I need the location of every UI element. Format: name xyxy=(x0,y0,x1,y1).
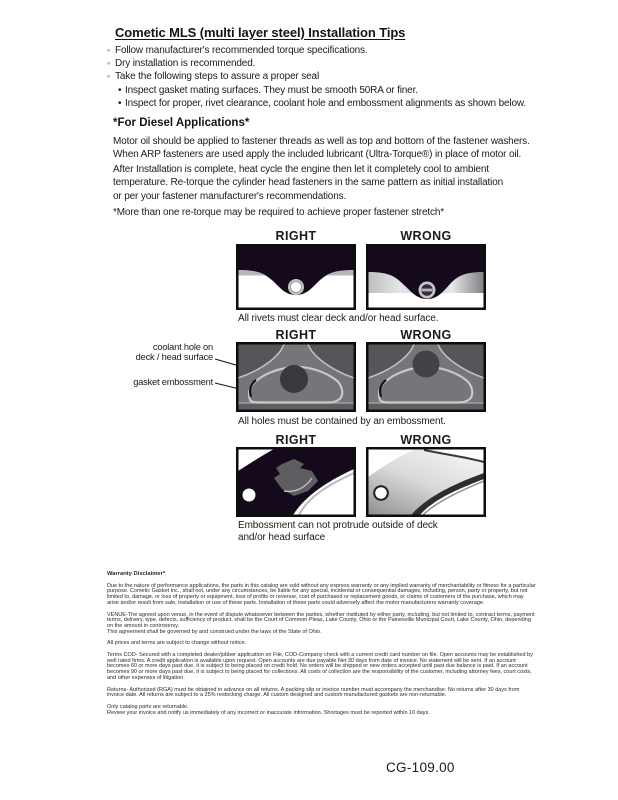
wrong-label-embossment: WRONG xyxy=(400,433,452,447)
gasket-embossment-label: gasket embossment xyxy=(133,377,213,387)
warranty-paragraph: Only catalog parts are returnable. Review your invoice and notify us immediately of any incorrect or inaccurate information. Shortages must be reported within 10 days. xyxy=(107,703,430,716)
diagram-coolant-right xyxy=(236,342,356,412)
diesel-heading: *For Diesel Applications* xyxy=(113,117,250,129)
diagram-embossment-wrong xyxy=(366,447,486,517)
diagram-rivet-wrong xyxy=(366,244,486,310)
tip-item xyxy=(107,57,557,70)
open-bullet-icon: ◦ xyxy=(107,58,111,69)
tip-text: Dry installation is recommended. xyxy=(115,58,256,70)
right-label-rivets: RIGHT xyxy=(275,229,317,243)
bullet-icon: • xyxy=(118,84,122,96)
diesel-note: *More than one re-torque may be required to achieve proper fastener stretch* xyxy=(113,207,445,218)
wrong-label-holes: WRONG xyxy=(400,328,452,342)
diesel-paragraph-2: After Installation is complete, heat cycle the engine then let it completely cool to ambient temperature. Re-torque the cylinder head fasteners in the same pattern as initial installation or per your fastener manufacturer's recommendations. xyxy=(113,164,504,202)
right-label-holes: RIGHT xyxy=(275,328,317,342)
tip-item xyxy=(107,70,557,83)
caption-embossment: Embossment can not protrude outside of deck and/or head surface xyxy=(238,520,438,543)
diagram-rivet-right xyxy=(236,244,356,310)
warranty-paragraph: All prices and terms are subject to change without notice. xyxy=(107,640,247,647)
open-bullet-icon: ◦ xyxy=(107,45,111,55)
warranty-heading: Warranty Disclaimer* xyxy=(107,571,166,577)
sub-tip-item xyxy=(118,84,557,97)
warranty-section xyxy=(107,572,537,722)
warranty-paragraph: Terms COD- Secured with a completed dealer/jobber application on File, COD-Company check with a current credit card number on file. Open accounts may be established by well rated firms. A credit application is available upon request. Open accounts are due payable Net 30 days from date of invoice. No statement will be sent. If an account becomes 60 or more days past due, it is subject to being placed on credit hold. No orders will be shipped or new orders accepted until past due balance is paid. If an account becomes 90 or more days past due, it is subject to being placed for collections. All costs of collection are the responsibility of the customer, including attorney fees, court costs, and other expenses of litigation. xyxy=(107,652,533,681)
open-bullet-icon: ◦ xyxy=(107,71,111,82)
caption-holes: All holes must be contained by an embossment. xyxy=(238,416,446,427)
diagram-embossment-right xyxy=(236,447,356,517)
warranty-paragraph: Returns- Authorized (RGA) must be obtained in advance on all returns. A packing slip or invoice number must accompany the merchandise. No returns after 30 days from invoice date. All returns are subject to a 25% restocking charge. All custom designed and custom manufactured gaskets are non-returnable. xyxy=(107,686,520,699)
wrong-label-rivets: WRONG xyxy=(400,229,452,243)
sub-tip-item xyxy=(118,97,557,110)
diagram-coolant-wrong xyxy=(366,342,486,412)
right-label-embossment: RIGHT xyxy=(275,433,317,447)
caption-rivets: All rivets must clear deck and/or head surface. xyxy=(238,313,439,324)
tip-text: Follow manufacturer's recommended torque specifications. xyxy=(115,45,368,56)
page-code: CG-109.00 xyxy=(386,760,455,775)
bullet-icon: • xyxy=(118,97,122,109)
page-title: Cometic MLS (multi layer steel) Installation Tips xyxy=(115,25,406,40)
warranty-paragraph: Due to the nature of performance applications, the parts in this catalog are sold without any express warranty or any implied warranty of merchantability or fitness for a particular purpose. Cometic Gasket Inc., shall not, under any circumstances, be liable for any special, incidental or consequential damages, including, person, party or property, but not limited to, damage, or loss of property or equipment, loss of profits or revenue, cost of purchased or replacement goods, or claims of customers of the purchase, which may arise and/or result from sale, installation or use of these parts. Installation of these parts could adversely affect the motor manufacturers warranty coverage. xyxy=(107,582,536,606)
sub-tip-text: Inspect gasket mating surfaces. They must be smooth 50RA or finer. xyxy=(125,84,418,96)
tip-text: Take the following steps to assure a proper seal xyxy=(115,71,320,83)
warranty-paragraph: VENUE-The agreed upon venue, in the event of dispute whatsoever between the parties, whether instituted by either party, including, but not limited to, contract terms, payment terms, delivery, type, defects, sufficiency of product, shall be the Court of Common Pleas, Lake County, Ohio or the Painesville Municipal Court, Lake County, Ohio, depending on the amount in controversy. This agreement shall be governed by and construed under the laws of the State of Ohio. xyxy=(107,611,535,635)
diesel-paragraph-1: Motor oil should be applied to fastener threads as well as top and bottom of the fastener washers. When ARP fasteners are used apply the included lubricant (Ultra-Torque®) in place of motor oil. xyxy=(113,136,530,161)
tips-list xyxy=(107,44,557,110)
tip-item xyxy=(107,44,557,57)
sub-tip-text: Inspect for proper, rivet clearance, coolant hole and embossment alignments as shown below. xyxy=(125,97,527,109)
coolant-hole-label: coolant hole on deck / head surface xyxy=(135,342,213,362)
